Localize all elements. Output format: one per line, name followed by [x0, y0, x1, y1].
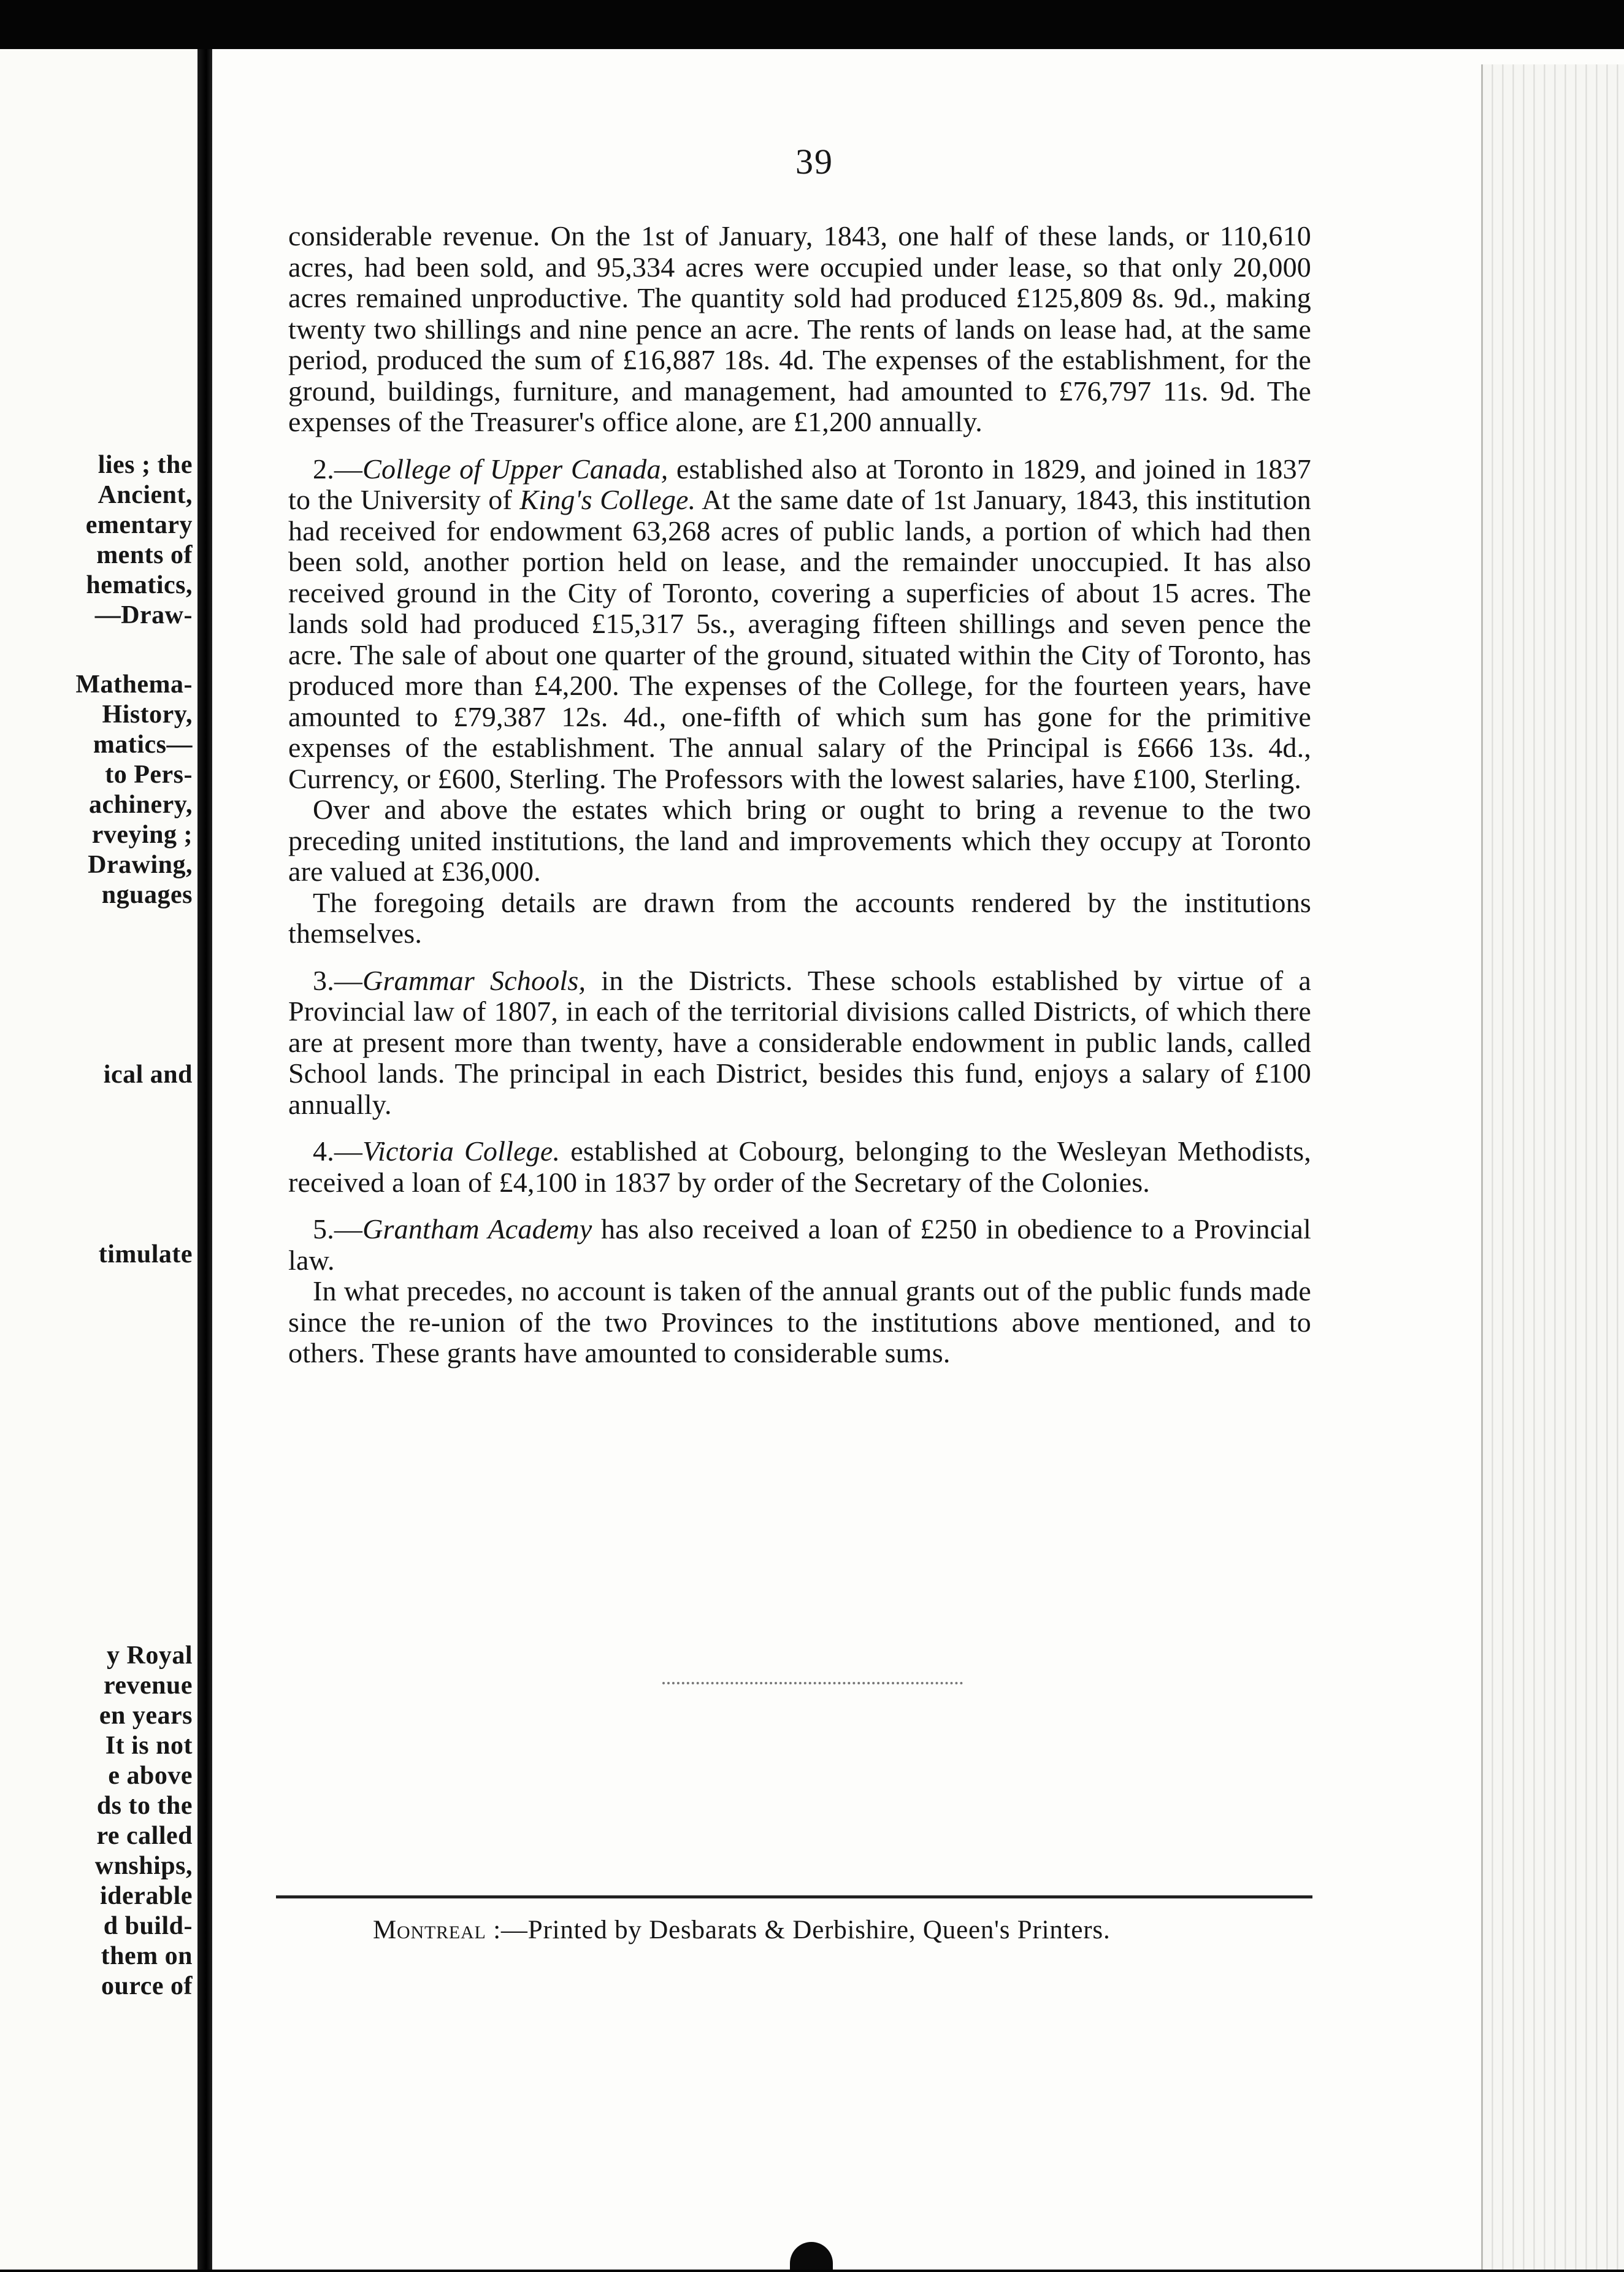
- fragment-line: them on: [101, 1942, 193, 1970]
- paragraph-annual-grants: In what precedes, no account is taken of the annual grants out of the public funds made since the re-union of the two Provinces to the institutions above mentioned, and to others. These grants have amounted to considerable sums.: [288, 1275, 1311, 1368]
- fragment-line: ource of: [101, 1972, 193, 2000]
- left-page-fragments-bottom: [0, 1641, 197, 2001]
- printer-imprint: [373, 1915, 1231, 1945]
- item-title: College of Upper Canada,: [362, 453, 668, 485]
- fragment-line: It is not: [105, 1732, 193, 1760]
- item-title: Victoria College.: [362, 1135, 561, 1167]
- paragraph-grammar-schools: 3.—Grammar Schools, in the Districts. These schools established by virtue of a Provincial law of 1807, in each of the territorial divisions called Districts, of which there are at present more than twenty, have a considerable endowment in public lands, called School lands. The principal in each District, besides this fund, enjoys a salary of £100 annually.: [288, 964, 1311, 1120]
- paragraph-estates: Over and above the estates which bring or ought to bring a revenue to the two preceding united institutions, the land and improvements which they occupy at Toronto are valued at £36,000.: [288, 794, 1311, 887]
- paragraph-college-upper-canada: 2.—College of Upper Canada, established also at Toronto in 1829, and joined in 1837 to the University of King's College. At the same date of 1st January, 1843, this institution had received for endowment 63,268 acres of public lands, a portion of which had then been sold, another portion held on lease, and the remainder unoccupied. It has also received ground in the City of Toronto, covering a superficies of about 15 acres. The lands sold had produced £15,317 5s., averaging fifteen shillings and seven pence the acre. The sale of about one quarter of the ground, situated within the City of Toronto, has produced more than £4,200. The expenses of the College, for the fourteen years, have amounted to £79,387 12s. 4d., one-fifth of which sum has gone for the primitive expenses of the establishment. The annual salary of the Principal is £666 13s. 4d., Currency, or £600, Sterling. The Professors with the lowest salaries, have £100, Sterling.: [288, 453, 1312, 794]
- item-title: Grammar Schools,: [362, 964, 586, 996]
- fragment-line: ments of: [96, 541, 193, 569]
- fragment-line: hematics,: [86, 571, 193, 599]
- left-page-fragments-top: [0, 270, 197, 1270]
- fragment-line: History,: [102, 700, 193, 729]
- book-gutter: [197, 49, 212, 2270]
- fragment-line: achinery,: [89, 791, 193, 819]
- kings-college-title: King's College.: [519, 484, 696, 515]
- section-separator: [662, 1682, 963, 1684]
- imprint-place: Montreal: [373, 1916, 486, 1944]
- page-body: [288, 221, 1311, 1369]
- fragment-line: to Pers-: [105, 761, 193, 789]
- fragment-line: nguages: [101, 881, 193, 909]
- fragment-line: timulate: [98, 1240, 193, 1268]
- fragment-line: Ancient,: [98, 481, 193, 509]
- left-facing-page: [0, 49, 197, 2270]
- fragment-line: —Draw-: [94, 601, 193, 629]
- fragment-line: y Royal: [107, 1641, 193, 1670]
- imprint-text: :—Printed by Desbarats & Derbishire, Queen's Printers.: [493, 1916, 1111, 1944]
- fragment-line: ementary: [85, 511, 193, 539]
- fragment-line: e above: [108, 1762, 193, 1790]
- fragment-line: wnships,: [94, 1852, 193, 1880]
- paragraph-victoria-college: 4.—Victoria College. established at Cobourg, belonging to the Wesleyan Methodists, received a loan of £4,100 in 1837 by order of the Secretary of the Colonies.: [288, 1135, 1311, 1198]
- fragment-line: lies ; the: [98, 451, 193, 479]
- item-number: 3.—: [313, 964, 363, 996]
- item-number: 4.—: [313, 1135, 363, 1167]
- page-edges: [1481, 64, 1624, 2270]
- fragment-line: Drawing,: [88, 851, 193, 879]
- paragraph-revenue: considerable revenue. On the 1st of January, 1843, one half of these lands, or 110,610 acres, had been sold, and 95,334 acres were occupied under lease, so that only 20,000 acres remained unproductive. The quantity sold had produced £125,809 8s. 9d., making twenty two shillings and nine pence an acre. The rents of lands on lease had, at the same period, produced the sum of £16,887 18s. 4d. The expenses of the establishment, for the ground, buildings, furniture, and management, had amounted to £76,797 11s. 9d. The expenses of the Treasurer's office alone, are £1,200 annually.: [288, 220, 1311, 437]
- fragment-line: ds to the: [96, 1792, 193, 1820]
- fragment-line: d build-: [103, 1912, 193, 1940]
- paragraph-details: The foregoing details are drawn from the accounts rendered by the institutions themselves.: [288, 886, 1311, 949]
- footer-rule: [276, 1895, 1312, 1898]
- fragment-line: revenue: [103, 1671, 193, 1700]
- fragment-line: re called: [96, 1822, 193, 1850]
- page-number: 39: [795, 142, 833, 182]
- item-number: 2.—: [313, 453, 363, 485]
- fragment-line: Mathema-: [75, 670, 193, 699]
- fragment-line: iderable: [100, 1882, 193, 1910]
- fragment-line: en years: [99, 1702, 193, 1730]
- fragment-line: ical and: [103, 1061, 193, 1089]
- fragment-line: matics—: [93, 731, 193, 759]
- fragment-line: rveying ;: [91, 821, 193, 849]
- item-number: 5.—: [313, 1213, 363, 1245]
- paragraph-grantham-academy: 5.—Grantham Academy has also received a loan of £250 in obedience to a Provincial law.: [288, 1213, 1311, 1276]
- item-title: Grantham Academy: [362, 1213, 592, 1245]
